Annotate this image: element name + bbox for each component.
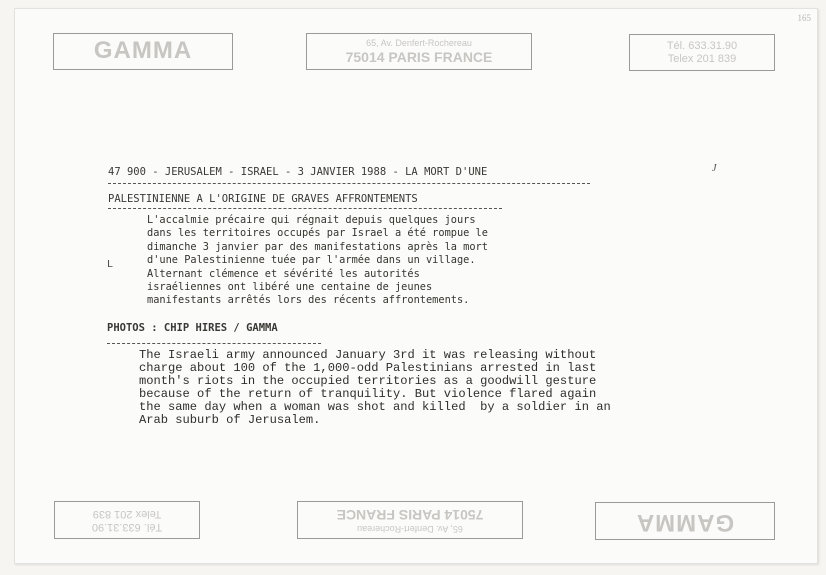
gamma-logo-stamp xyxy=(53,33,233,70)
photo-credit: PHOTOS : CHIP HIRES / GAMMA xyxy=(107,322,278,334)
telex-number: Telex 201 839 xyxy=(667,53,737,65)
agency-address-stamp-inverted xyxy=(297,501,523,539)
text-line: L'accalmie précaire qui régnait depuis quelques jours xyxy=(147,214,476,226)
caption-headline-line-2: PALESTINIENNE A L'ORIGINE DE GRAVES AFFRONTEMENTS xyxy=(108,193,418,205)
text-line: israéliennes ont libéré une centaine de jeunes xyxy=(147,281,433,294)
text-line: month's riots in the occupied territories as a goodwill gesture xyxy=(139,374,597,388)
text-line: Alternant clémence et sévérité les autorités xyxy=(147,267,420,280)
margin-mark: J xyxy=(712,163,717,174)
text-line: manifestants arrêtés lors des récents affrontements. xyxy=(147,294,470,307)
headline-rule xyxy=(108,183,590,184)
text-line: d'une Palestinienne tuée par l'armée dans un village. xyxy=(147,254,476,267)
agency-phone-stamp xyxy=(629,34,775,71)
agency-phone-stamp-inverted xyxy=(54,501,200,539)
address-city: 75014 PARIS FRANCE xyxy=(336,507,484,523)
phone-number: Tél. 633.31.90 xyxy=(666,40,738,52)
archive-number: 165 xyxy=(797,13,811,23)
gamma-logo-text: GAMMA xyxy=(93,37,193,64)
gamma-logo-stamp-inverted xyxy=(595,502,775,540)
text-line: because of the return of tranquility. But violence flared again xyxy=(139,387,597,401)
text-line: The Israeli army announced January 3rd it was releasing without xyxy=(139,348,597,362)
press-photo-back xyxy=(14,8,818,564)
text-line: charge about 100 of the 1,000-odd Palestinians arrested in last xyxy=(139,361,597,375)
telex-number: Telex 201 839 xyxy=(92,508,162,520)
phone-number: Tél. 633.31.90 xyxy=(91,521,163,533)
address-street: 65, Av. Denfert-Rochereau xyxy=(366,38,472,48)
gamma-logo-text: GAMMA xyxy=(635,509,735,536)
margin-mark: L xyxy=(107,259,114,270)
address-city: 75014 PARIS FRANCE xyxy=(345,49,493,65)
text-line: dans les territoires occupés par Israel a été rompue le xyxy=(147,227,488,240)
address-street: 65, Av. Denfert-Rochereau xyxy=(357,524,463,534)
caption-english-text xyxy=(139,349,699,427)
agency-address-stamp xyxy=(306,33,532,70)
text-line: Arab suburb of Jerusalem. xyxy=(139,413,321,427)
caption-french-text xyxy=(147,214,607,308)
headline-rule xyxy=(108,208,502,209)
credit-rule xyxy=(107,343,321,344)
caption-headline-line-1: 47 900 - JERUSALEM - ISRAEL - 3 JANVIER 1988 - LA MORT D'UNE xyxy=(108,166,488,178)
text-line: dimanche 3 janvier par des manifestations après la mort xyxy=(147,240,488,253)
text-line: the same day when a woman was shot and killed by a soldier in an xyxy=(139,400,611,414)
